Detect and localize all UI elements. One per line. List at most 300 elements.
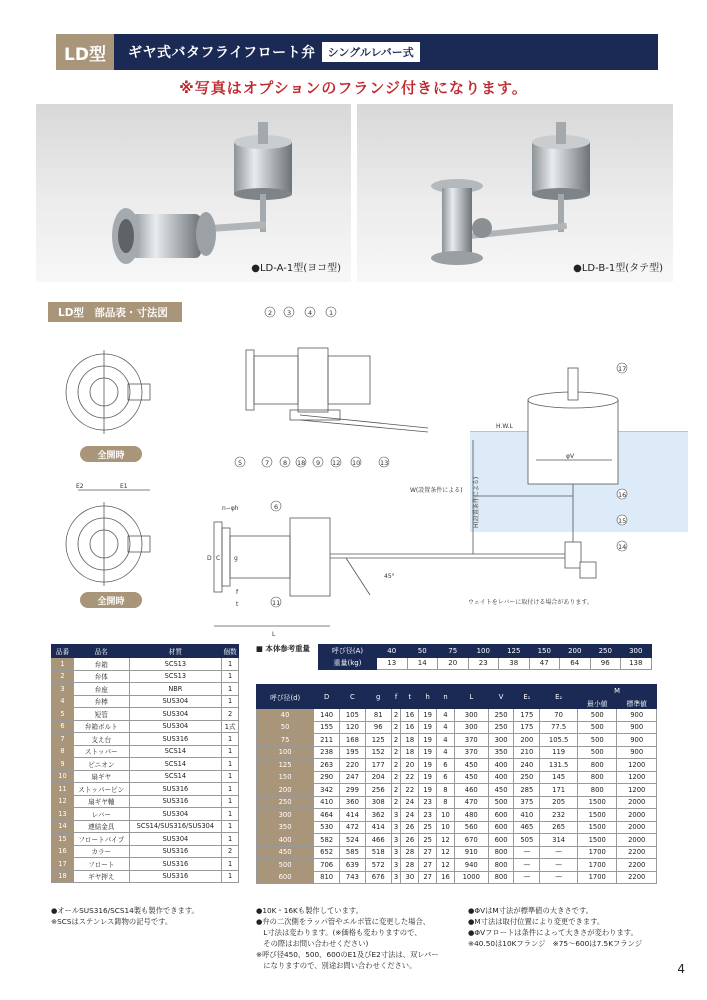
weight-value-cell: 20 xyxy=(438,657,469,670)
dim-cell: 308 xyxy=(365,796,391,809)
dim-cell: 600 xyxy=(257,871,314,884)
dim-cell: 3 xyxy=(391,846,401,859)
dim-cell: 30 xyxy=(401,871,419,884)
callout-11: 11 xyxy=(272,599,281,607)
part-no: 10 xyxy=(52,770,74,783)
dim-cell: 12 xyxy=(437,846,455,859)
dim-cell: 119 xyxy=(540,746,578,759)
part-qty: 1 xyxy=(222,795,239,808)
dim-cell: 652 xyxy=(314,846,340,859)
dim-cell: 300 xyxy=(257,809,314,822)
part-qty: 2 xyxy=(222,708,239,721)
part-material: SCS14 xyxy=(129,758,222,771)
dim-cell: 25 xyxy=(419,834,437,847)
dim-cell: 1200 xyxy=(617,784,657,797)
weight-value-cell: 23 xyxy=(468,657,499,670)
dim-cell: 238 xyxy=(314,746,340,759)
dim-cell: 505 xyxy=(514,834,540,847)
callout-2: 2 xyxy=(268,309,273,317)
dim-cell: 27 xyxy=(419,871,437,884)
callout-6: 6 xyxy=(274,503,279,511)
part-material: SUS316 xyxy=(129,845,222,858)
table-row xyxy=(257,759,657,772)
dim-cell: 12 xyxy=(437,834,455,847)
dim-cell: 900 xyxy=(617,746,657,759)
page-number: 4 xyxy=(677,962,685,976)
col-header-no: 品番 xyxy=(52,645,74,658)
dim-cell: 800 xyxy=(488,846,514,859)
dim-label-h: H(設置条件による) xyxy=(473,476,480,528)
callout-3: 3 xyxy=(287,309,292,317)
part-no: 16 xyxy=(52,845,74,858)
dim-cell: 1500 xyxy=(578,796,617,809)
dim-cell: 2000 xyxy=(617,821,657,834)
dim-cell: 1700 xyxy=(578,846,617,859)
part-no: 15 xyxy=(52,833,74,846)
dim-cell: 105.5 xyxy=(540,734,578,747)
part-no: 4 xyxy=(52,695,74,708)
callout-15: 15 xyxy=(618,517,627,525)
dim-cell: 800 xyxy=(488,871,514,884)
dim-note: ※40.50は10Kフランジ ※75〜600は7.5Kフランジ xyxy=(468,939,642,948)
dim-cell: 200 xyxy=(514,734,540,747)
part-no: 13 xyxy=(52,808,74,821)
dim-cell: 500 xyxy=(488,796,514,809)
table-row xyxy=(52,795,239,808)
dim-col-header: f xyxy=(391,685,401,709)
dim-cell: 470 xyxy=(454,796,488,809)
dim-cell: 2200 xyxy=(617,846,657,859)
dim-cell: 300 xyxy=(454,709,488,722)
dim-cell: 1500 xyxy=(578,834,617,847)
part-material: SUS304 xyxy=(129,808,222,821)
callout-8: 8 xyxy=(283,459,288,467)
dim-cell: 4 xyxy=(437,746,455,759)
dim-cell: 500 xyxy=(578,746,617,759)
badge-full-open-2: 全開時 xyxy=(80,592,142,608)
dim-cell: 140 xyxy=(314,709,340,722)
dim-cell: 940 xyxy=(454,859,488,872)
callout-5: 5 xyxy=(238,459,243,467)
dim-cell: 200 xyxy=(257,784,314,797)
dim-cell: 410 xyxy=(514,809,540,822)
dim-notes-2 xyxy=(468,905,668,949)
dim-cell: 195 xyxy=(340,746,366,759)
dim-cell: 19 xyxy=(419,771,437,784)
dim-label-d: D xyxy=(207,555,212,562)
part-no: 2 xyxy=(52,670,74,683)
table-row xyxy=(257,871,657,884)
part-no: 12 xyxy=(52,795,74,808)
part-no: 5 xyxy=(52,708,74,721)
dim-cell: 582 xyxy=(314,834,340,847)
table-row xyxy=(257,834,657,847)
dim-cell: 3 xyxy=(391,871,401,884)
weight-size-cell: 100 xyxy=(468,645,499,658)
dim-label-l: L xyxy=(272,631,276,638)
dim-cell: 50 xyxy=(257,721,314,734)
part-no: 14 xyxy=(52,820,74,833)
weight-value-cell: 38 xyxy=(499,657,530,670)
table-row xyxy=(52,670,239,683)
table-row xyxy=(52,658,239,671)
dim-cell: 19 xyxy=(419,784,437,797)
dim-cell: 2200 xyxy=(617,859,657,872)
dim-cell: 24 xyxy=(401,809,419,822)
dim-note: ●10K・16Kも製作しています。 xyxy=(256,906,363,915)
part-material: SUS316 xyxy=(129,783,222,796)
part-qty: 1 xyxy=(222,833,239,846)
dim-col-header: L xyxy=(454,685,488,709)
dim-cell: 19 xyxy=(419,709,437,722)
dim-cell: — xyxy=(514,859,540,872)
part-material: SCS14 xyxy=(129,745,222,758)
part-material: SUS316 xyxy=(129,733,222,746)
dim-cell: 414 xyxy=(365,821,391,834)
dim-cell: 250 xyxy=(514,771,540,784)
callout-7: 7 xyxy=(265,459,270,467)
table-row xyxy=(257,859,657,872)
dim-cell: 900 xyxy=(617,721,657,734)
dim-cell: 2 xyxy=(391,796,401,809)
dim-cell: 560 xyxy=(454,821,488,834)
table-row xyxy=(52,833,239,846)
table-row xyxy=(52,695,239,708)
dim-cell: 77.5 xyxy=(540,721,578,734)
dim-note: その際はお問い合わせください) xyxy=(256,939,369,948)
dim-cell: 250 xyxy=(488,721,514,734)
dim-cell: 27 xyxy=(419,859,437,872)
weight-value-cell: 64 xyxy=(560,657,591,670)
table-row xyxy=(257,709,657,722)
table-row xyxy=(52,758,239,771)
dim-label-t: t xyxy=(236,601,239,608)
dim-cell: 518 xyxy=(365,846,391,859)
dim-cell: 350 xyxy=(257,821,314,834)
dim-cell: 8 xyxy=(437,784,455,797)
dim-cell: 460 xyxy=(454,784,488,797)
dim-label-hwl: H.W.L xyxy=(496,423,513,430)
part-name: 弁棒 xyxy=(74,695,130,708)
weight-row-label-kg: 重量(kg) xyxy=(319,657,377,670)
dim-cell: 314 xyxy=(540,834,578,847)
dim-cell: 18 xyxy=(401,746,419,759)
part-material: SUS316 xyxy=(129,795,222,808)
dim-cell: 19 xyxy=(419,759,437,772)
part-name: ギヤ押え xyxy=(74,870,130,883)
part-qty: 1 xyxy=(222,758,239,771)
part-material: SUS304 xyxy=(129,720,222,733)
weight-value-cell: 138 xyxy=(621,657,652,670)
dim-cell: 810 xyxy=(314,871,340,884)
part-qty: 1式 xyxy=(222,720,239,733)
callout-9: 9 xyxy=(316,459,321,467)
valve-photo-illustration xyxy=(36,104,351,282)
parts-note: ●オールSUS316/SCS14製も製作できます。 xyxy=(51,906,199,915)
dim-col-header: E₂ xyxy=(540,685,578,709)
dim-cell: 2 xyxy=(391,734,401,747)
dim-cell: 743 xyxy=(340,871,366,884)
dim-cell: 19 xyxy=(419,746,437,759)
dim-cell: 150 xyxy=(257,771,314,784)
dim-cell: 465 xyxy=(514,821,540,834)
dim-label-nphih: n−φh xyxy=(222,505,239,512)
dim-cell: 256 xyxy=(365,784,391,797)
dim-cell: 26 xyxy=(401,821,419,834)
table-row xyxy=(257,721,657,734)
table-row xyxy=(52,808,239,821)
dim-cell: 18 xyxy=(401,734,419,747)
dim-cell: 247 xyxy=(340,771,366,784)
table-row xyxy=(257,771,657,784)
dim-cell: 400 xyxy=(257,834,314,847)
callout-18: 18 xyxy=(297,459,306,467)
dim-cell: 2000 xyxy=(617,796,657,809)
dim-note: L寸法は変わります。(※価格も変わりますので、 xyxy=(256,928,422,937)
part-material: SUS316 xyxy=(129,870,222,883)
part-qty: 1 xyxy=(222,670,239,683)
table-row xyxy=(52,733,239,746)
dim-cell: 100 xyxy=(257,746,314,759)
table-row xyxy=(257,796,657,809)
dim-cell: 639 xyxy=(340,859,366,872)
col-header-name: 品名 xyxy=(74,645,130,658)
part-material: SCS13 xyxy=(129,670,222,683)
dim-cell: 466 xyxy=(365,834,391,847)
dim-cell: 290 xyxy=(314,771,340,784)
weight-size-cell: 300 xyxy=(621,645,652,658)
dim-note: ●M寸法は取付位置により変更できます。 xyxy=(468,917,605,926)
part-name: フロート xyxy=(74,858,130,871)
dim-cell: 250 xyxy=(488,709,514,722)
dimension-drawing xyxy=(0,300,707,640)
dim-note: ●ΦVはM寸法が標準値の大きさです。 xyxy=(468,906,593,915)
part-qty: 1 xyxy=(222,808,239,821)
dim-cell: 670 xyxy=(454,834,488,847)
dim-cell: 263 xyxy=(314,759,340,772)
dim-cell: 131.5 xyxy=(540,759,578,772)
dim-cell: 500 xyxy=(578,709,617,722)
dim-cell: 25 xyxy=(419,821,437,834)
dim-cell: 450 xyxy=(488,784,514,797)
part-qty: 1 xyxy=(222,770,239,783)
table-row xyxy=(257,821,657,834)
dim-cell: 2 xyxy=(391,771,401,784)
dim-cell: 500 xyxy=(578,734,617,747)
dim-cell: 12 xyxy=(437,859,455,872)
dim-cell: 23 xyxy=(419,809,437,822)
parts-table xyxy=(51,644,239,883)
part-no: 17 xyxy=(52,858,74,871)
dim-col-header: h xyxy=(419,685,437,709)
photo-notice: ※写真はオプションのフランジ付きになります。 xyxy=(179,79,528,97)
dim-cell: 220 xyxy=(340,759,366,772)
photo-caption-a: ●LD-A-1型(ヨコ型) xyxy=(251,263,341,274)
dim-cell: 300 xyxy=(488,734,514,747)
dim-note: ●ΦVフロートは条件によって大きさが変わります。 xyxy=(468,928,638,937)
dim-col-header: g xyxy=(365,685,391,709)
dim-cell: 530 xyxy=(314,821,340,834)
dim-label-45: 45° xyxy=(384,573,395,580)
part-no: 8 xyxy=(52,745,74,758)
dim-cell: 285 xyxy=(514,784,540,797)
dim-label-phiv: φV xyxy=(566,453,575,460)
dim-cell: 450 xyxy=(257,846,314,859)
dim-cell: 24 xyxy=(401,796,419,809)
dim-col-header: 呼び径(d) xyxy=(257,685,314,709)
badge-full-open-1: 全開時 xyxy=(80,446,142,462)
parts-notes xyxy=(51,905,199,927)
dim-cell: 19 xyxy=(419,734,437,747)
part-qty: 1 xyxy=(222,733,239,746)
dim-cell: 28 xyxy=(401,846,419,859)
table-row xyxy=(52,720,239,733)
dim-cell: 152 xyxy=(365,746,391,759)
dim-cell: 1000 xyxy=(454,871,488,884)
weight-value-cell: 13 xyxy=(377,657,408,670)
part-no: 3 xyxy=(52,683,74,696)
dim-cell: 240 xyxy=(514,759,540,772)
weight-size-cell: 75 xyxy=(438,645,469,658)
dim-cell: 28 xyxy=(401,859,419,872)
dimension-table xyxy=(256,684,657,884)
dim-cell: 2 xyxy=(391,784,401,797)
table-row xyxy=(257,846,657,859)
dim-cell: 524 xyxy=(340,834,366,847)
dim-cell: 145 xyxy=(540,771,578,784)
dim-note: ※呼び径450、500、600のE1及びE2寸法は、双レバー xyxy=(256,950,439,959)
dim-cell: 2 xyxy=(391,721,401,734)
table-row xyxy=(52,845,239,858)
dim-m-subheader: 最小値 xyxy=(578,697,617,709)
dim-notes-1 xyxy=(256,905,466,971)
table-row xyxy=(52,858,239,871)
dim-cell: 600 xyxy=(488,821,514,834)
dim-note: になりますので、別途お問い合わせください。 xyxy=(256,961,417,970)
callout-1: 1 xyxy=(329,309,334,317)
dim-cell: 3 xyxy=(391,821,401,834)
weight-size-cell: 200 xyxy=(560,645,591,658)
dim-cell: 3 xyxy=(391,834,401,847)
table-row xyxy=(52,683,239,696)
part-name: 連結金具 xyxy=(74,820,130,833)
dim-cell: 800 xyxy=(578,759,617,772)
dim-col-header: D xyxy=(314,685,340,709)
dim-cell: 464 xyxy=(314,809,340,822)
dim-cell: 480 xyxy=(454,809,488,822)
part-name: 扇ギヤ xyxy=(74,770,130,783)
dim-cell: 400 xyxy=(488,771,514,784)
dim-cell: 342 xyxy=(314,784,340,797)
col-header-qty: 個数 xyxy=(222,645,239,658)
part-no: 1 xyxy=(52,658,74,671)
valve-photo-illustration-b xyxy=(357,104,673,282)
callout-17: 17 xyxy=(618,365,627,373)
part-qty: 1 xyxy=(222,870,239,883)
part-name: ストッパー xyxy=(74,745,130,758)
dim-cell: 450 xyxy=(454,771,488,784)
weight-size-cell: 50 xyxy=(407,645,438,658)
dim-cell: 370 xyxy=(454,734,488,747)
dim-cell: 250 xyxy=(257,796,314,809)
part-no: 6 xyxy=(52,720,74,733)
dim-cell: 40 xyxy=(257,709,314,722)
dim-cell: 910 xyxy=(454,846,488,859)
dim-col-header: n xyxy=(437,685,455,709)
dim-cell: 120 xyxy=(340,721,366,734)
dim-cell: — xyxy=(540,871,578,884)
dim-label-f: f xyxy=(236,589,239,596)
dim-cell: 4 xyxy=(437,709,455,722)
dim-cell: 472 xyxy=(340,821,366,834)
dim-cell: 168 xyxy=(340,734,366,747)
dim-note: ●弁の二次側をラッパ管やエルボ管に変更した場合、 xyxy=(256,917,431,926)
part-name: 弁箱ボルト xyxy=(74,720,130,733)
dim-cell: 75 xyxy=(257,734,314,747)
table-row xyxy=(257,746,657,759)
table-row xyxy=(257,784,657,797)
dim-cell: 96 xyxy=(365,721,391,734)
dim-cell: 105 xyxy=(340,709,366,722)
section-label: LD型 部品表・寸法図 xyxy=(48,302,182,322)
dim-cell: 414 xyxy=(340,809,366,822)
part-material: SUS304 xyxy=(129,708,222,721)
photo-caption-b: ●LD-B-1型(タテ型) xyxy=(573,263,663,274)
dim-cell: 155 xyxy=(314,721,340,734)
dim-cell: 175 xyxy=(514,709,540,722)
dim-cell: 299 xyxy=(340,784,366,797)
dim-cell: 900 xyxy=(617,709,657,722)
dim-cell: 204 xyxy=(365,771,391,784)
table-row xyxy=(52,820,239,833)
dim-cell: 16 xyxy=(401,709,419,722)
part-qty: 1 xyxy=(222,658,239,671)
table-row xyxy=(52,870,239,883)
part-name: フロートパイプ xyxy=(74,833,130,846)
weight-table-title: ■ 本体参考重量 xyxy=(256,644,310,653)
dim-label-e1: E1 xyxy=(120,483,128,490)
callout-10: 10 xyxy=(352,459,361,467)
dim-cell: 450 xyxy=(454,759,488,772)
dim-cell: 125 xyxy=(257,759,314,772)
dim-cell: 19 xyxy=(419,721,437,734)
dim-cell: 500 xyxy=(578,721,617,734)
dim-cell: 2 xyxy=(391,709,401,722)
dim-col-header: C xyxy=(340,685,366,709)
weight-row-label-size: 呼び径(A) xyxy=(319,645,377,658)
dim-cell: 4 xyxy=(437,721,455,734)
dim-cell: 360 xyxy=(340,796,366,809)
table-row xyxy=(52,708,239,721)
part-material: SCS14/SUS316/SUS304 xyxy=(129,820,222,833)
weight-note: ウェイトをレバーに取付ける場合があります。 xyxy=(468,599,593,606)
dim-cell: 26 xyxy=(401,834,419,847)
part-no: 9 xyxy=(52,758,74,771)
dim-cell: 800 xyxy=(488,859,514,872)
dim-cell: 900 xyxy=(617,734,657,747)
dim-cell: 2200 xyxy=(617,871,657,884)
dim-cell: 1500 xyxy=(578,821,617,834)
dim-cell: 16 xyxy=(401,721,419,734)
table-row xyxy=(257,809,657,822)
part-material: SCS14 xyxy=(129,770,222,783)
dim-cell: 706 xyxy=(314,859,340,872)
dim-cell: 800 xyxy=(578,771,617,784)
dim-cell: 676 xyxy=(365,871,391,884)
part-name: 支え台 xyxy=(74,733,130,746)
dim-cell: 232 xyxy=(540,809,578,822)
dim-cell: 3 xyxy=(391,809,401,822)
